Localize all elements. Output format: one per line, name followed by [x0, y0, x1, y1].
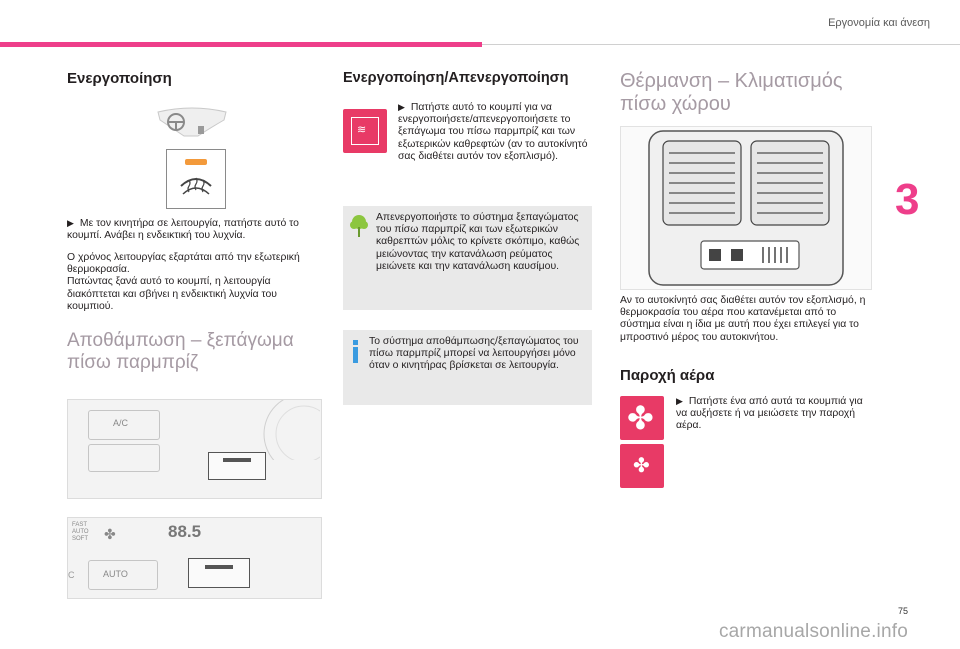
- heading-defrost: Αποθάμπωση – ξεπάγωμα πίσω παρμπρίζ: [67, 330, 294, 373]
- rear-defrost-icon: [205, 565, 233, 569]
- arrow-icon: ▶: [398, 102, 405, 112]
- heading-air-supply: Παροχή αέρα: [620, 367, 715, 384]
- col2-instruction: ▶ Πατήστε αυτό το κουμπί για να ενεργοποιήσετε/απενεργοποιήσετε το ξεπάγωμα του πίσω παρμπρίζ και των εξωτερικών καθρεφτών (αν το αυτοκίνητό σας διαθέτει αυτόν τον εξοπλισμό).: [398, 102, 588, 162]
- info-note-box: [343, 330, 592, 405]
- rear-window-defrost-icon: ≋: [351, 117, 379, 145]
- rear-vent-icon: [621, 127, 871, 289]
- climate-panel-1: [67, 399, 322, 499]
- heading-on-off: Ενεργοποίηση/Απενεργοποίηση: [343, 70, 569, 86]
- section-title: Εργονομία και άνεση: [828, 17, 930, 29]
- auto-button: AUTO: [88, 560, 158, 590]
- arrow-icon: ▶: [676, 396, 683, 406]
- fan-increase-button[interactable]: [620, 396, 664, 440]
- ac-button: A/C: [88, 410, 160, 440]
- eco-note-text: Απενεργοποιήστε το σύστημα ξεπαγώματος του πίσω παρμπρίζ και των εξωτερικών καθρεπτών μόλις το κρίνετε σκόπιμο, καθώς μειώνοντας την κατανάλωση ρεύματος μειώνετε και την κατανάλωση καυσίμου.: [376, 212, 580, 272]
- rear-defrost-pink-button[interactable]: [343, 109, 387, 153]
- windscreen-defrost-button[interactable]: [166, 149, 226, 209]
- temp-display: 88.5: [168, 522, 202, 541]
- col3-para: Αν το αυτοκίνητό σας διαθέτει αυτόν τον εξοπλισμό, η θερμοκρασία του αέρα που κατανέμεται από το σύστημα είναι η ίδια με αυτή που έχει επιλεγεί για το μπροστινό μέρος του αυτοκινήτου.: [620, 295, 866, 343]
- arrow-icon: ▶: [67, 218, 74, 228]
- chapter-number: 3: [895, 175, 920, 224]
- col3-instruction: ▶ Πατήστε ένα από αυτά τα κουμπιά για να αυξήσετε ή να μειώσετε την παροχή αέρα.: [676, 396, 863, 432]
- header-rule: [482, 44, 960, 45]
- fan-decrease-button[interactable]: [620, 444, 664, 488]
- col1-para2: Πατώντας ξανά αυτό το κουμπί, η λειτουργία διακόπτεται και σβήνει η ενδεικτική λυχνία του κουμπιού.: [67, 276, 277, 312]
- watermark: carmanualsonline.info: [718, 621, 908, 642]
- heading-rear-climate: Θέρμανση – Κλιματισμός πίσω χώρου: [620, 70, 843, 115]
- eco-tree-icon: [349, 214, 369, 238]
- seat-heat-button: [88, 444, 160, 472]
- header-accent-bar: [0, 42, 482, 47]
- indicator-lamp: [185, 159, 207, 165]
- fan-small-icon: ✤: [633, 455, 650, 477]
- info-icon: [351, 340, 361, 364]
- steering-wheel-icon: [154, 106, 230, 140]
- rear-vent-illustration: [620, 126, 872, 290]
- rotary-dial-icon: [244, 400, 320, 460]
- fan-large-icon: ✤: [627, 400, 654, 436]
- col1-instruction: ▶ Με τον κινητήρα σε λειτουργία, πατήστε αυτό το κουμπί. Ανάβει η ενδεικτική του λυχνία.: [67, 218, 299, 242]
- fan-icon: ✤: [104, 526, 116, 542]
- rear-defrost-button-2[interactable]: [188, 558, 250, 588]
- heading-activation: Ενεργοποίηση: [67, 70, 172, 87]
- col1-para1: Ο χρόνος λειτουργίας εξαρτάται από την εξωτερική θερμοκρασία.: [67, 252, 300, 276]
- info-note-text: Το σύστημα αποθάμπωσης/ξεπαγώματος του πίσω παρμπρίζ μπορεί να λειτουργήσει μόνο όταν ο κινητήρας βρίσκεται σε λειτουργία.: [369, 336, 579, 372]
- page-number: 75: [897, 606, 908, 616]
- front-defrost-icon: [179, 174, 213, 196]
- eco-note-box: [343, 206, 592, 310]
- climate-panel-2: FAST AUTO SOFT 88.5 ✤ C AUTO: [67, 517, 322, 599]
